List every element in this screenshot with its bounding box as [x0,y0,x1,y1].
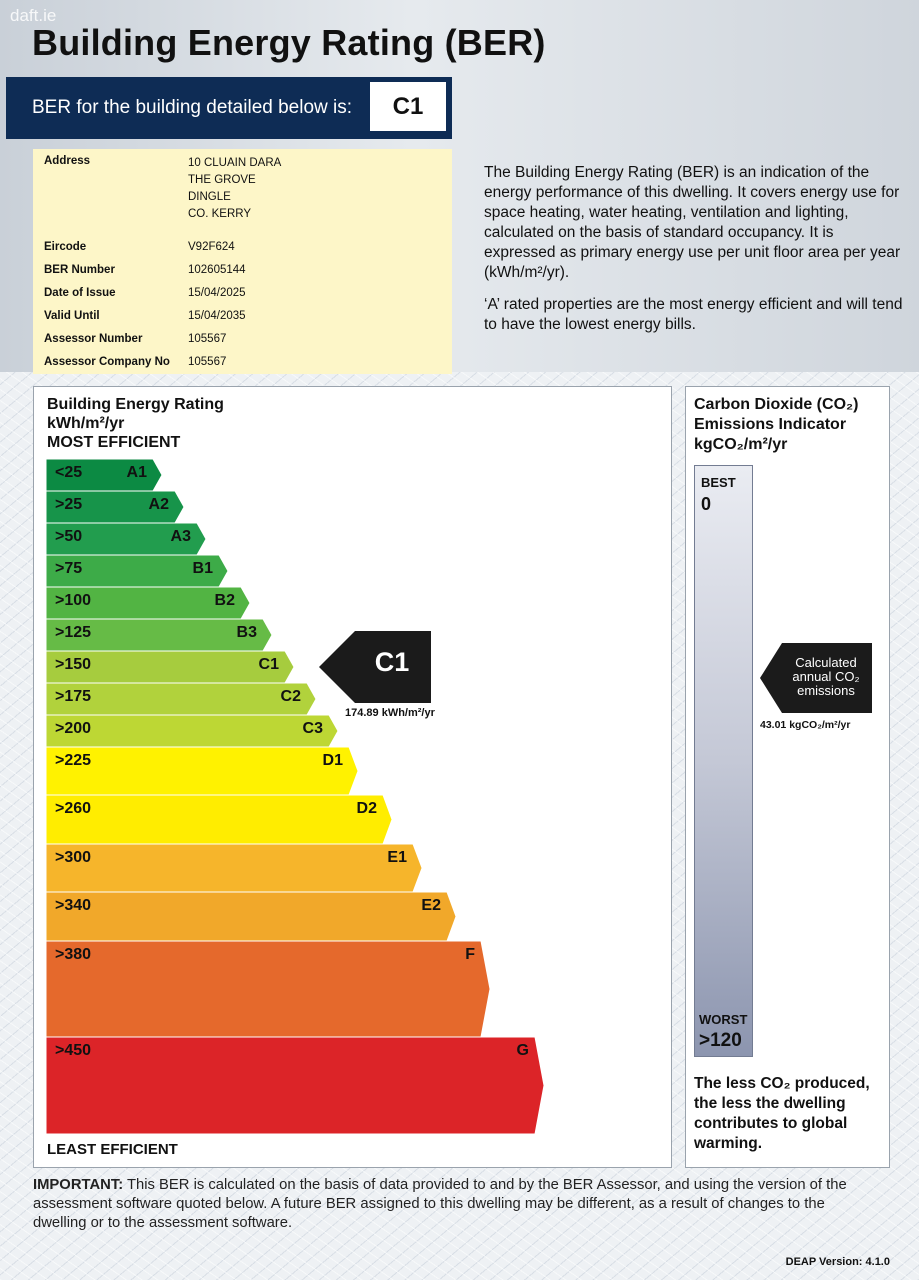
rating-band-range: >225 [55,752,92,769]
rating-band-d1 [46,747,358,795]
ber-banner [6,77,452,139]
least-efficient-label: LEAST EFFICIENT [47,1141,178,1158]
rating-band-range: >200 [55,720,92,737]
rating-band-a2 [46,491,184,523]
rating-band-e1 [46,844,422,892]
address-value [188,155,281,223]
rating-band-d2 [46,795,392,844]
detail-value: 15/04/2035 [188,310,246,322]
rating-band-range: >260 [55,800,92,817]
co2-heading-unit: kgCO₂/m²/yr [694,436,788,453]
rating-band-c3 [46,715,338,747]
rating-band-label: F [465,946,475,963]
rating-band-range: >150 [55,656,92,673]
detail-value: 15/04/2025 [188,287,246,299]
current-rating-value: 174.89 kWh/m²/yr [345,707,435,719]
rating-band-b1 [46,555,228,587]
co2-value: 43.01 kgCO₂/m²/yr [760,719,851,731]
energy-rating-heading-unit: kWh/m²/yr [47,415,125,432]
co2-heading [694,395,858,455]
rating-band-label: A1 [126,464,147,481]
address-line: 10 CLUAIN DARA [188,157,282,169]
co2-heading-title: Carbon Dioxide (CO₂) [694,396,859,413]
rating-band-label: A2 [148,496,169,513]
energy-rating-heading [47,395,224,452]
watermark: daft.ie [10,6,57,25]
co2-pointer-line: emissions [797,683,855,698]
rating-band-label: E2 [421,897,441,914]
rating-band-range: >380 [55,946,92,963]
rating-band-shape [46,747,358,795]
rating-band-range: >450 [55,1042,92,1059]
rating-band-label: E1 [387,849,407,866]
rating-band-b2 [46,587,250,619]
co2-note: The less CO₂ produced, the less the dwelling contributes to global warming. [694,1075,870,1152]
energy-rating-panel [33,386,672,1168]
rating-band-label: C2 [280,688,301,705]
rating-band-range: >75 [55,560,83,577]
rating-band-label: D2 [356,800,377,817]
co2-pointer-line: Calculated [795,655,857,670]
rating-band-shape [46,892,456,941]
co2-worst-value: >120 [699,1030,742,1051]
rating-band-label: A3 [170,528,191,545]
rating-band-a1 [46,459,162,491]
rating-band-label: C1 [258,656,279,673]
important-text: This BER is calculated on the basis of data provided to and by the BER Assessor, and using the version of the assessment software quoted below. A future BER assigned to this dwelling may be different, as a result of changes to the dwelling or to the assessment software. [33,1177,847,1231]
rating-band-range: <25 [55,464,83,481]
rating-band-range: >25 [55,496,83,513]
rating-band-label: G [516,1042,529,1059]
page-title: Building Energy Rating (BER) [32,22,546,63]
current-rating-label-wrap [319,631,431,703]
rating-band-range: >340 [55,897,92,914]
rating-band-c1 [46,651,294,683]
rating-band-e2 [46,892,456,941]
rating-band-range: >125 [55,624,92,641]
rating-band-shape [46,1037,544,1134]
property-details [33,149,452,374]
important-label: IMPORTANT: [33,1177,124,1193]
rating-band-g [46,1037,544,1134]
co2-heading-subtitle: Emissions Indicator [694,416,847,433]
rating-band-label: C3 [302,720,323,737]
rating-band-range: >100 [55,592,92,609]
co2-pointer-text [780,656,872,698]
rating-band-shape [46,941,490,1037]
most-efficient-label: MOST EFFICIENT [47,434,181,451]
rating-band-b3 [46,619,272,651]
rating-band-label: B2 [214,592,235,609]
detail-label: Valid Until [44,310,100,322]
important-notice [33,1176,863,1233]
detail-value: 105567 [188,356,227,368]
detail-value: 105567 [188,333,227,345]
rating-band-label: D1 [322,752,343,769]
ber-banner-text: BER for the building detailed below is: [32,97,353,118]
rating-band-range: >300 [55,849,92,866]
detail-label: Eircode [44,241,87,253]
co2-scale-bar [694,465,753,1057]
address-line: THE GROVE [188,174,256,186]
ber-rating-box: C1 [368,80,448,133]
ber-description-paragraph: The Building Energy Rating (BER) is an indication of the energy performance of this dwelling. It covers energy use for space heating, water heating, ventilation and lighting, calculated on the basis of standard occupancy. It is expressed as primary energy use per unit floor area per year (kWh/m²/yr). [484,164,901,281]
energy-rating-heading-title: Building Energy Rating [47,396,224,413]
detail-value: V92F624 [188,241,235,253]
ber-description-paragraph: ‘A’ rated properties are the most energy efficient and will tend to have the lowest energy bills. [484,296,903,333]
co2-best-label: BEST [701,475,736,490]
co2-panel [685,386,890,1168]
detail-label: BER Number [44,264,115,276]
rating-band-shape [46,795,392,844]
detail-label: Assessor Number [44,333,143,345]
co2-best-value: 0 [701,494,712,514]
address-label: Address [44,155,91,167]
rating-band-shape [46,844,422,892]
detail-value: 102605144 [188,264,246,276]
address-line: DINGLE [188,191,231,203]
current-rating-label: C1 [374,647,410,677]
deap-version: DEAP Version: 4.1.0 [785,1256,890,1268]
rating-band-label: B1 [192,560,213,577]
detail-label: Assessor Company No [44,356,170,368]
rating-band-range: >50 [55,528,83,545]
co2-worst-label: WORST [699,1012,748,1027]
rating-band-range: >175 [55,688,92,705]
ber-description [484,163,904,347]
rating-band-label: B3 [236,624,257,641]
detail-label: Date of Issue [44,287,116,299]
rating-band-c2 [46,683,316,715]
co2-pointer-label [760,643,872,713]
co2-pointer-line: annual CO₂ [792,669,860,684]
rating-band-f [46,941,490,1037]
rating-band-a3 [46,523,206,555]
address-line: CO. KERRY [188,208,252,220]
